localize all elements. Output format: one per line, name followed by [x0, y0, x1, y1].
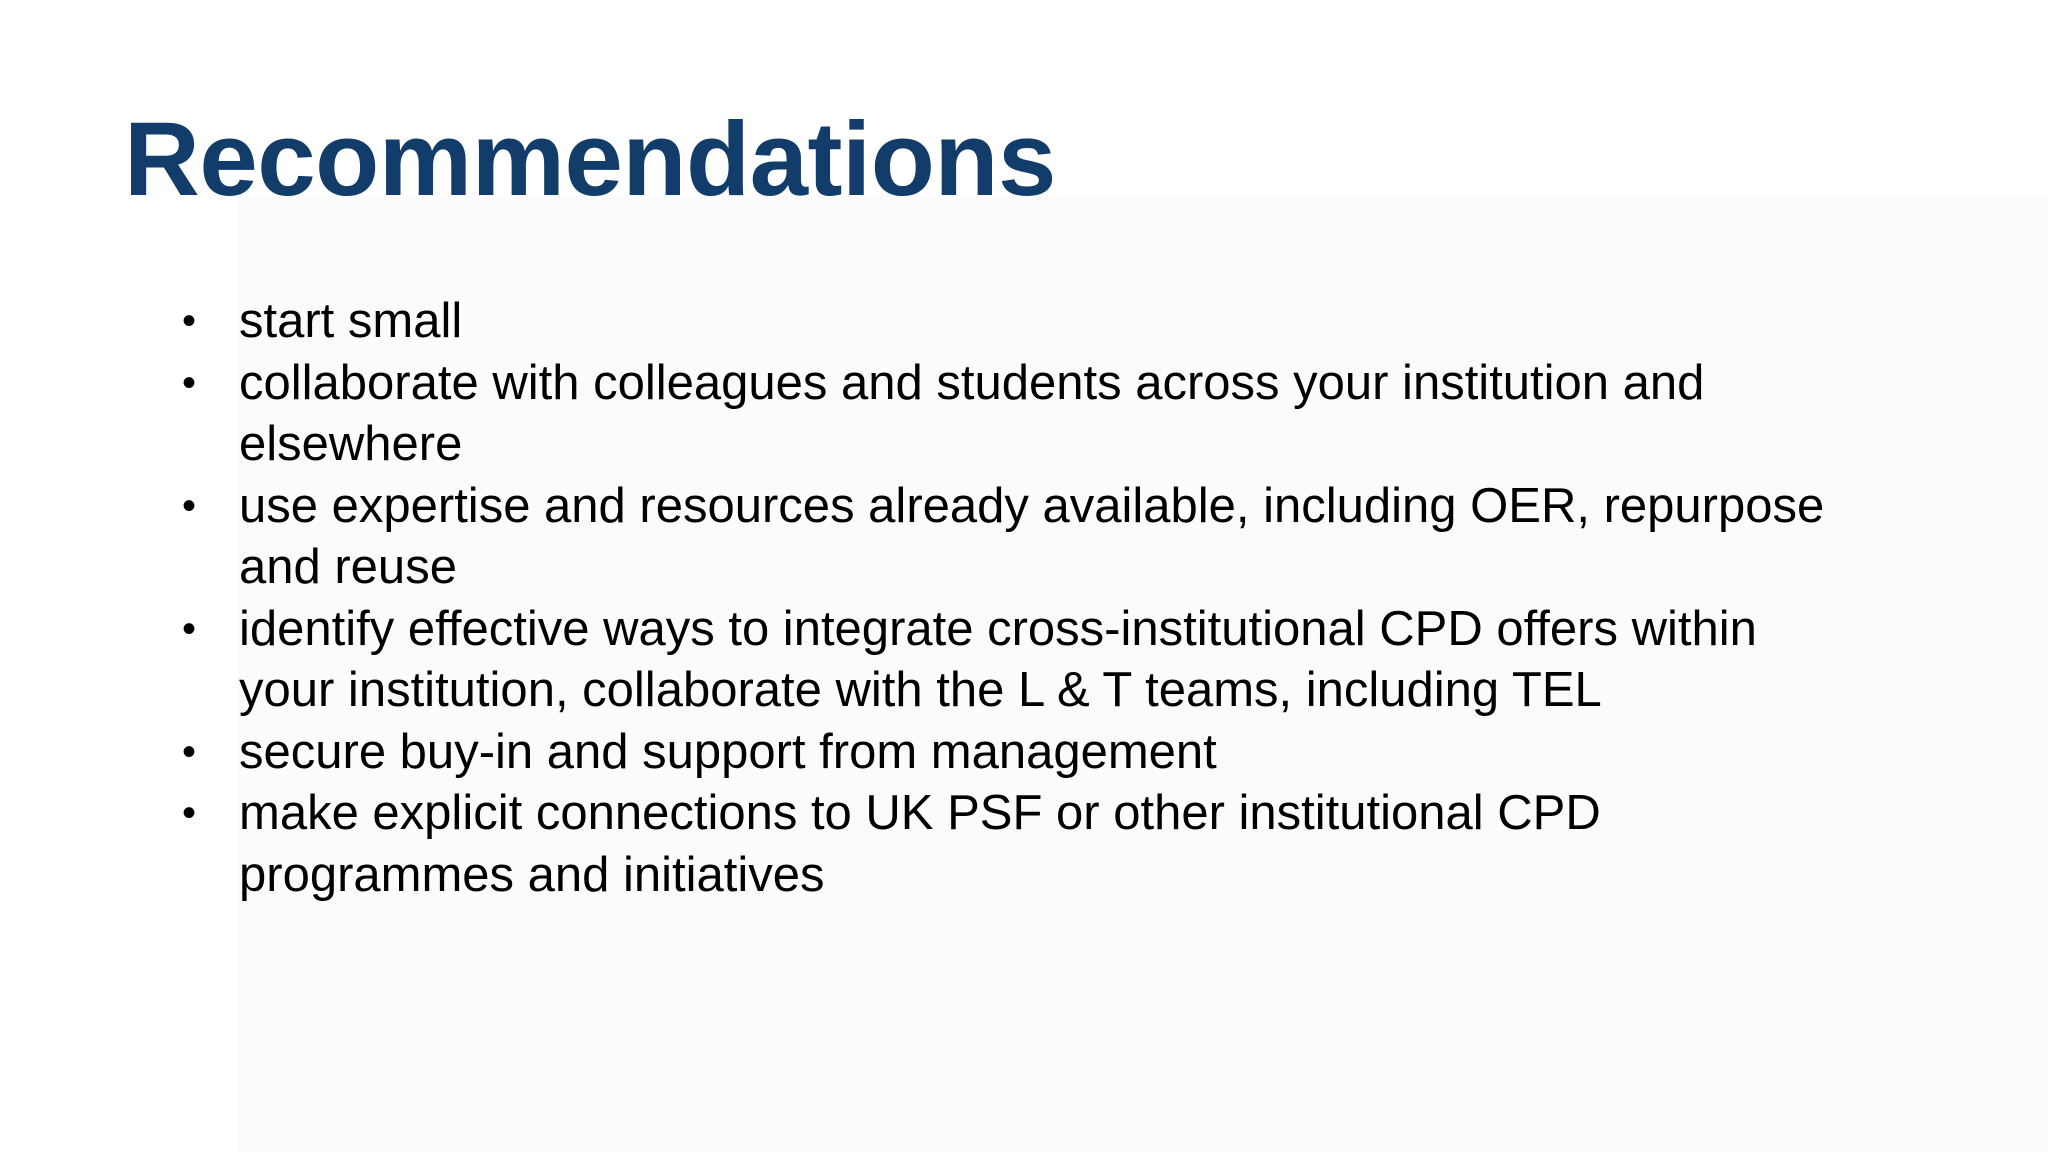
list-item: [0, 599, 2048, 722]
list-item-text: [239, 476, 1979, 599]
list-item-text: [239, 599, 1979, 722]
list-item-line: start small: [239, 294, 463, 348]
list-item-line: and reuse: [239, 540, 457, 594]
list-item-line: elsewhere: [239, 417, 463, 471]
list-item-text: [239, 722, 1979, 784]
list-item: [0, 353, 2048, 476]
list-item-line: collaborate with colleagues and students across your institution and: [239, 355, 1705, 410]
bullet-icon: •: [181, 729, 196, 774]
bullet-icon: •: [181, 360, 196, 405]
list-item-text: [239, 291, 1979, 353]
list-item-text: [239, 353, 1979, 476]
bullet-icon: •: [181, 299, 196, 343]
bullet-icon: •: [181, 791, 196, 835]
list-item-text: [239, 783, 1979, 906]
list-item: [0, 476, 2048, 599]
list-item-line: secure buy-in and support from management: [239, 724, 1217, 779]
list-item-line: use expertise and resources already available, including OER, repurpose: [239, 478, 1825, 533]
list-item: [0, 783, 2048, 906]
bullet-icon: •: [181, 606, 196, 651]
bullet-icon: •: [181, 483, 196, 528]
list-item: [0, 291, 2048, 353]
list-item: [0, 722, 2048, 784]
list-item-line: your institution, collaborate with the L & T teams, including TEL: [239, 663, 1602, 717]
list-item-line: identify effective ways to integrate cross-institutional CPD offers within: [239, 601, 1757, 656]
list-item-line: programmes and initiatives: [239, 847, 825, 902]
slide-title: Recommendations: [124, 101, 1056, 218]
recommendations-list: [0, 291, 2048, 906]
list-item-line: make explicit connections to UK PSF or other institutional CPD: [239, 786, 1601, 840]
